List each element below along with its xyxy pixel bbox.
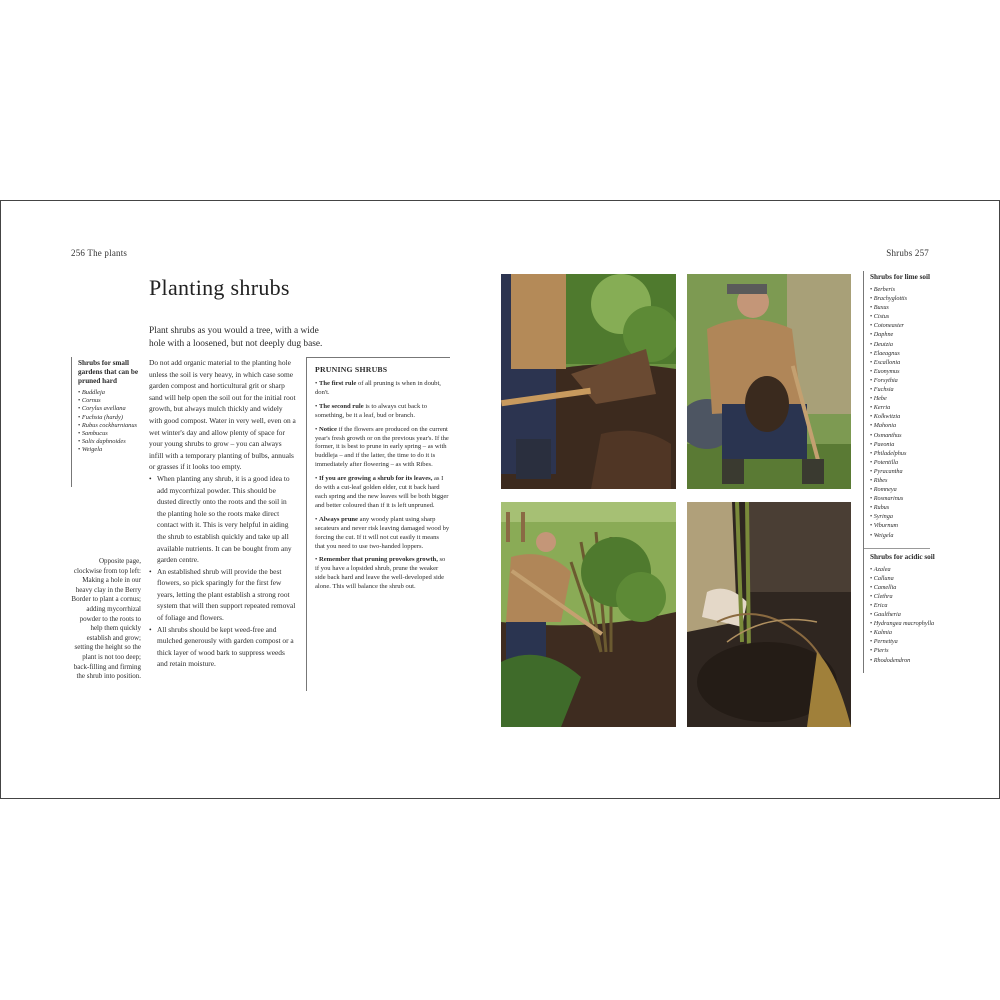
pruning-text: if the flowers are produced on the current year's fresh growth or on the previous year's. If the former, it is best to prune in early spring – as with buddleja – and if the latter, the time to do it is immediately after flowering – as with Ribes. bbox=[315, 425, 449, 469]
page-title: Planting shrubs bbox=[149, 275, 290, 300]
pruning-text: as I do with a cut-leaf golden elder, cut it back hard each spring and the new leaves will be both bigger and better coloured than if it is left unpruned. bbox=[315, 475, 449, 509]
list-item: • Cornus bbox=[78, 397, 144, 405]
list-item: • Deutzia bbox=[870, 340, 936, 349]
list-item: • Corylus avellana bbox=[78, 405, 144, 413]
list-item: • Pieris bbox=[870, 646, 936, 655]
list-item: • Buxus bbox=[870, 303, 936, 312]
photo-backfilling bbox=[687, 502, 851, 727]
list-item: • When planting any shrub, it is a good idea to add mycorrhizal powder. This should be dusted directly onto the roots and the soil in the planting hole so the roots make direct contact with it. This is very helpful in aiding the shrub to establish quickly and take up all available nutrients. It can be bought from any garden centre. bbox=[149, 473, 297, 566]
sidebar-soil-lists bbox=[863, 271, 936, 673]
list-item: • Gaultheria bbox=[870, 610, 936, 619]
list-item: • Calluna bbox=[870, 574, 936, 583]
list-item: • Romneya bbox=[870, 485, 936, 494]
right-folio: Shrubs 257 bbox=[886, 248, 929, 258]
list-item: • Syringa bbox=[870, 512, 936, 521]
book-spread bbox=[0, 200, 1000, 799]
acid-heading: Shrubs for acidic soil bbox=[870, 552, 935, 561]
list-item: • Ribes bbox=[870, 476, 936, 485]
photo-adding-powder bbox=[687, 274, 851, 489]
lime-list bbox=[870, 285, 936, 540]
pruning-lead: The second rule bbox=[318, 402, 364, 410]
list-item: • Daphne bbox=[870, 330, 936, 339]
photo-caption: Opposite page, clockwise from top left: Making a hole in our heavy clay in the Berry Border to plant a cornus; adding mycorrhizal powder to the roots to help them quickly establish and grow; setting the height so the plant is not too deep; back-filling and firming the shrub into position. bbox=[71, 557, 141, 681]
pruning-lead: Always prune bbox=[318, 515, 358, 523]
list-item: • Brachyglottis bbox=[870, 294, 936, 303]
pruning-item: • Always prune any woody plant using sharp secateurs and never risk leaving damaged wood by forcing the cut. If it will not cut easily it means that you need to use two-handed loppers. bbox=[315, 515, 450, 550]
list-item: • Azalea bbox=[870, 565, 936, 574]
left-folio: 256 The plants bbox=[71, 248, 128, 258]
pruning-heading: PRUNING SHRUBS bbox=[315, 365, 388, 374]
list-item: • Hebe bbox=[870, 394, 936, 403]
pruning-item: • If you are growing a shrub for its leaves, as I do with a cut-leaf golden elder, cut it back hard each spring and the new leaves will be both bigger and better coloured than if it is left unpruned. bbox=[315, 475, 449, 509]
list-item: • Rosmarinus bbox=[870, 494, 936, 503]
list-item: • Elaeagnus bbox=[870, 349, 936, 358]
list-item: • Rubus cockburnianus bbox=[78, 422, 144, 430]
list-item: • Escallonia bbox=[870, 358, 936, 367]
list-item: • Kalmia bbox=[870, 628, 936, 637]
divider bbox=[307, 357, 450, 358]
list-item: • Erica bbox=[870, 601, 936, 610]
body-bullets bbox=[149, 473, 297, 670]
list-item: • Viburnum bbox=[870, 521, 936, 530]
list-item: • Rhododendron bbox=[870, 656, 936, 665]
pruning-item: • Remember that pruning provokes growth, so if you have a lopsided shrub, prune the weaker side back hard and leave the well-developed side alone. This will balance the shrub out. bbox=[315, 556, 446, 591]
list-item: • Berberis bbox=[870, 285, 936, 294]
body-column bbox=[149, 357, 297, 670]
body-paragraph: Do not add organic material to the planting hole unless the soil is very heavy, in which case some garden compost and horticultural grit or sharp sand will help open the soil out for the initial root growth, but always mulch thickly and widely with good compost. Water in very well, even on a wet winter's day and allow plenty of space for your young shrubs to grow – you can always infill with a temporary planting of bulbs, annuals or grasses if it looks too empty. bbox=[149, 358, 296, 472]
pruning-item: • The first rule of all pruning is when in doubt, don't. bbox=[315, 380, 441, 396]
list-item: • Camellia bbox=[870, 583, 936, 592]
list-item: • Cistus bbox=[870, 312, 936, 321]
photo-digging-hole bbox=[501, 274, 676, 489]
list-item: • Weigela bbox=[78, 446, 144, 454]
list-item: • Pernettya bbox=[870, 637, 936, 646]
list-item: • Fuchsia bbox=[870, 385, 936, 394]
pruning-item: • Notice if the flowers are produced on the current year's fresh growth or on the previous year's. If the former, it is best to prune in early spring – as with buddleja – and if the latter, the time to do it is immediately after flowering – as with Ribes. bbox=[315, 425, 449, 469]
pruning-text: any woody plant using sharp secateurs and never risk leaving damaged wood by forcing the cut. If it will not cut easily it means that you need to use two-handed loppers. bbox=[315, 515, 450, 550]
pruning-lead: If you are growing a shrub for its leaves, bbox=[318, 475, 433, 483]
list-item: • Weigela bbox=[870, 531, 936, 540]
pruning-lead: The first rule bbox=[318, 380, 357, 387]
list-item: • Kerria bbox=[870, 403, 936, 412]
list-item: • An established shrub will provide the best flowers, so pick sparingly for the first few years, letting the plant establish a strong root system that will then support repeated removal of foliage and flowers. bbox=[149, 566, 297, 624]
list-item: • All shrubs should be kept weed-free and mulched generously with garden compost or a thick layer of wood bark to suppress weeds and retain moisture. bbox=[149, 624, 297, 670]
list-item: • Sambucus bbox=[78, 430, 144, 438]
lede-paragraph: Plant shrubs as you would a tree, with a wide hole with a loosened, but not deeply dug base. bbox=[149, 326, 323, 349]
pruning-lead: Notice bbox=[318, 425, 337, 433]
list-item: • Mahonia bbox=[870, 421, 936, 430]
pruning-text: of all pruning is when in doubt, don't. bbox=[315, 380, 441, 396]
lime-heading: Shrubs for lime soil bbox=[870, 273, 930, 281]
list-item: • Hydrangea macrophylla bbox=[870, 619, 936, 628]
list-item: • Philadelphus bbox=[870, 449, 936, 458]
pruning-box bbox=[306, 357, 450, 691]
list-item: • Salix daphnoides bbox=[78, 438, 144, 446]
pruning-item: • The second rule is to always cut back to something, be it a leaf, bud or branch. bbox=[315, 402, 428, 419]
pruning-text: is to always cut back to something, be it a leaf, bud or branch. bbox=[315, 402, 428, 419]
sidebar-list bbox=[78, 389, 144, 455]
pruning-text: so if you have a lopsided shrub, prune the weaker side back hard and leave the well-developed side alone. This will balance the shrub out. bbox=[315, 556, 446, 591]
sidebar-small-gardens bbox=[71, 357, 144, 487]
list-item: • Rubus bbox=[870, 503, 936, 512]
list-item: • Fuchsia (hardy) bbox=[78, 414, 144, 422]
list-item: • Potentilla bbox=[870, 458, 936, 467]
list-item: • Pyracantha bbox=[870, 467, 936, 476]
list-item: • Clethra bbox=[870, 592, 936, 601]
acid-list bbox=[870, 565, 936, 665]
pruning-lead: Remember that pruning provokes growth, bbox=[318, 556, 438, 564]
list-item: • Kolkwitzia bbox=[870, 412, 936, 421]
photo-setting-height bbox=[501, 502, 676, 727]
list-item: • Buddleja bbox=[78, 389, 144, 397]
sidebar-heading: Shrubs for small gardens that can be pruned hard bbox=[78, 359, 139, 385]
divider bbox=[864, 548, 930, 549]
list-item: • Paeonia bbox=[870, 440, 936, 449]
list-item: • Osmanthus bbox=[870, 431, 936, 440]
list-item: • Cotoneaster bbox=[870, 321, 936, 330]
list-item: • Euonymus bbox=[870, 367, 936, 376]
list-item: • Forsythia bbox=[870, 376, 936, 385]
